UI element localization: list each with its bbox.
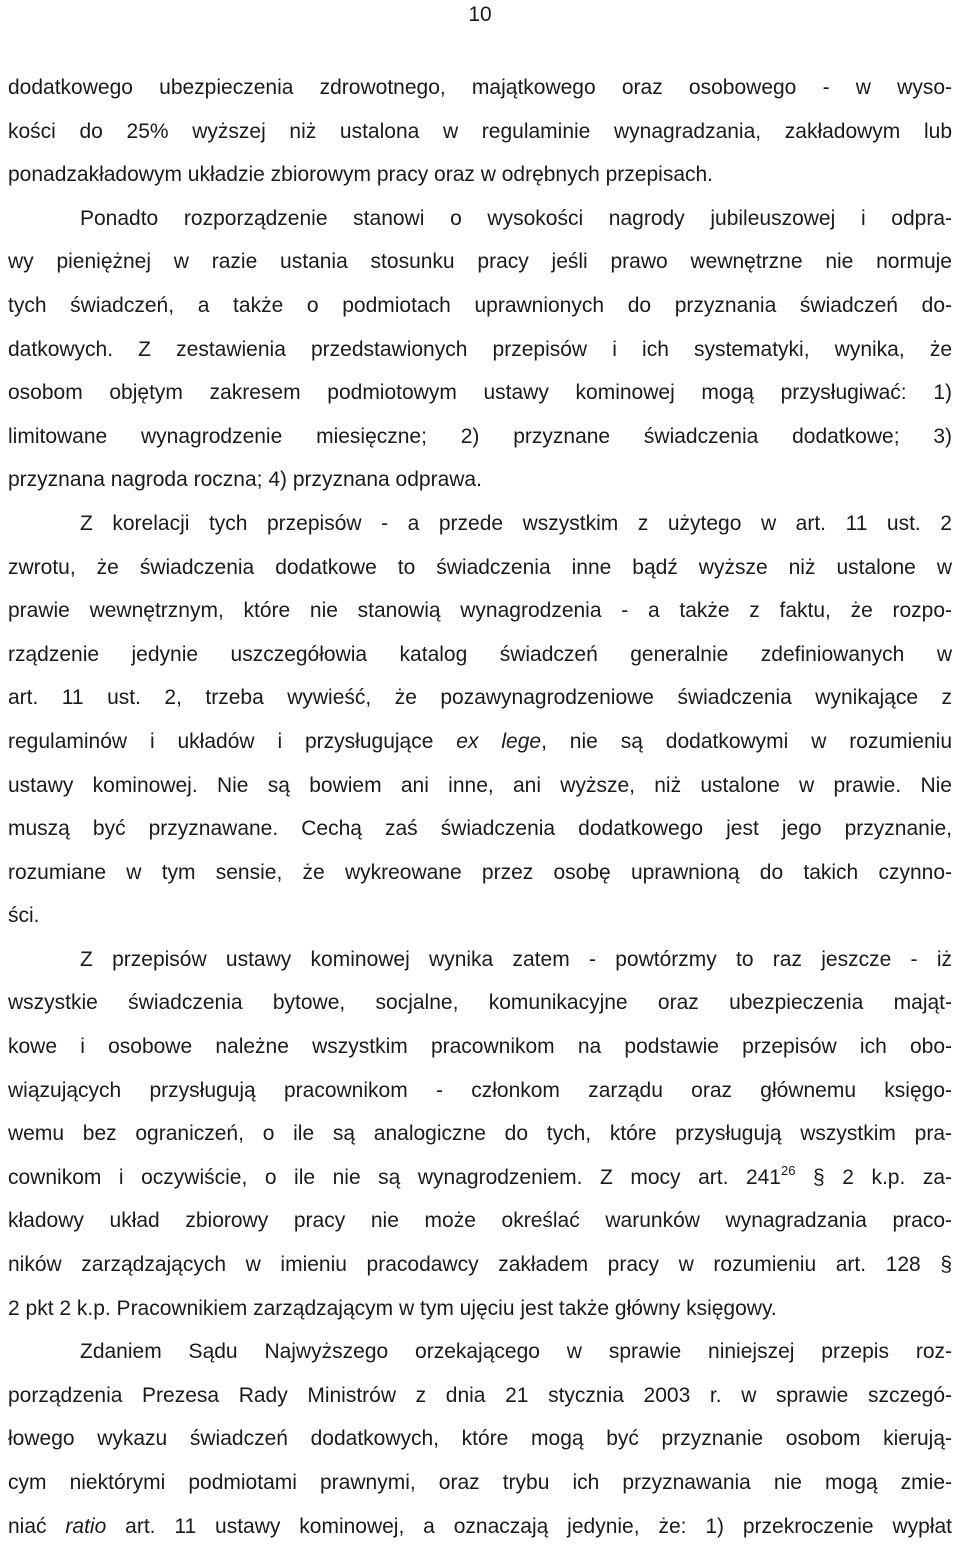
text-line [8, 328, 952, 372]
text-line [8, 240, 952, 284]
text-line-content: kowe i osobowe należne wszystkim pracownikom na podstawie przepisów ich obo- [8, 1035, 952, 1059]
text-line [8, 1330, 952, 1374]
text-line [8, 284, 952, 328]
text-line-content: osobom objętym zakresem podmiotowym ustawy kominowej mogą przysługiwać: 1) [8, 381, 952, 405]
text-line-content: Z korelacji tych przepisów - a przede wszystkim z użytego w art. 11 ust. 2 [80, 511, 952, 535]
text-line [8, 938, 952, 982]
text-line [8, 1461, 952, 1505]
text-line-content: ści. [8, 904, 40, 928]
text-line-content: 2 pkt 2 k.p. Pracownikiem zarządzającym w tym ujęciu jest także główny księgowy. [8, 1296, 777, 1320]
text-line [8, 1069, 952, 1113]
text-line-content: Zdaniem Sądu Najwyższego orzekającego w sprawie niniejszej przepis roz- [80, 1340, 952, 1364]
text-line [8, 1025, 952, 1069]
text-line [8, 807, 952, 851]
text-line [8, 720, 952, 764]
text-line-content: ponadzakładowym układzie zbiorowym pracy oraz w odrębnych przepisach. [8, 163, 714, 187]
footnote-superscript: 26 [781, 1162, 796, 1178]
text-line-content: art. 11 ust. 2, trzeba wywieść, że pozawynagrodzeniowe świadczenia wynikające z [8, 686, 952, 710]
text-line-content: prawie wewnętrznym, które nie stanowią wynagrodzenia - a także z faktu, że rozpo- [8, 599, 952, 623]
text-line [8, 66, 952, 110]
text-line [8, 981, 952, 1025]
text-line [8, 110, 952, 154]
text-line [8, 415, 952, 459]
text-line [8, 894, 952, 938]
text-line-content: rządzenie jedynie uszczegółowia katalog świadczeń generalnie zdefiniowanych w [8, 642, 952, 666]
text-line [8, 1505, 952, 1548]
text-line-content: rozumiane w tym sensie, że wykreowane przez osobę uprawnioną do takich czynno- [8, 860, 952, 884]
text-line-content: przyznana nagroda roczna; 4) przyznana odprawa. [8, 468, 482, 492]
text-line-content: wemu bez ograniczeń, o ile są analogiczne do tych, które przysługują wszystkim pra- [8, 1122, 952, 1146]
body-text [8, 66, 952, 1548]
text-line [8, 458, 952, 502]
text-line [8, 371, 952, 415]
text-line [8, 676, 952, 720]
text-line [8, 1156, 952, 1200]
text-line-content: dodatkowego ubezpieczenia zdrowotnego, majątkowego oraz osobowego - w wyso- [8, 76, 952, 99]
text-line-content: kości do 25% wyższej niż ustalona w regulaminie wynagradzania, zakładowym lub [8, 119, 952, 143]
text-line-content: limitowane wynagrodzenie miesięczne; 2) przyznane świadczenia dodatkowe; 3) [8, 424, 952, 448]
text-line-content: wiązujących przysługują pracownikom - członkom zarządu oraz głównemu księgo- [8, 1078, 952, 1102]
text-line-content: kładowy układ zbiorowy pracy nie może określać warunków wynagradzania praco- [8, 1209, 952, 1233]
text-line-content: datkowych. Z zestawienia przedstawionych przepisów i ich systematyki, wynika, że [8, 337, 952, 361]
text-line-content: niać ratio art. 11 ustawy kominowej, a oznaczają jedynie, że: 1) przekroczenie wypłat [8, 1514, 952, 1538]
text-line-content: wy pieniężnej w razie ustania stosunku pracy jeśli prawo wewnętrzne nie normuje [8, 250, 952, 274]
text-line [8, 1112, 952, 1156]
text-line-content: cym niektórymi podmiotami prawnymi, oraz trybu ich przyznawania nie mogą zmie- [8, 1471, 952, 1494]
text-line-content: wszystkie świadczenia bytowe, socjalne, komunikacyjne oraz ubezpieczenia mająt- [8, 991, 952, 1015]
text-line [8, 502, 952, 546]
text-line-content: ustawy kominowej. Nie są bowiem ani inne, ani wyższe, niż ustalone w prawie. Nie [8, 773, 952, 797]
text-line [8, 197, 952, 241]
text-line [8, 1243, 952, 1287]
text-line [8, 633, 952, 677]
text-line [8, 1374, 952, 1418]
text-line [8, 153, 952, 197]
text-line-content: ników zarządzających w imieniu pracodawcy zakładem pracy w rozumieniu art. 128 § [8, 1253, 952, 1277]
text-line [8, 851, 952, 895]
text-line-content: regulaminów i układów i przysługujące ex lege, nie są dodatkowymi w rozumieniu [8, 729, 952, 753]
text-line-content: Ponadto rozporządzenie stanowi o wysokości nagrody jubileuszowej i odpra- [80, 206, 952, 230]
text-line-content: cownikom i oczywiście, o ile nie są wynagrodzeniem. Z mocy art. 241 [8, 1165, 781, 1189]
text-line [8, 1287, 952, 1331]
text-line-content: porządzenia Prezesa Rady Ministrów z dnia 21 stycznia 2003 r. w sprawie szczegó- [8, 1383, 952, 1407]
text-line [8, 764, 952, 808]
page-number: 10 [468, 3, 492, 26]
text-line-content: muszą być przyznawane. Cechą zaś świadczenia dodatkowego jest jego przyznanie, [8, 817, 952, 841]
text-line-content: zwrotu, że świadczenia dodatkowe to świadczenia inne bądź wyższe niż ustalone w [8, 555, 952, 579]
text-line-content: tych świadczeń, a także o podmiotach uprawnionych do przyznania świadczeń do- [8, 293, 952, 317]
text-line [8, 589, 952, 633]
text-line [8, 1199, 952, 1243]
text-line [8, 1417, 952, 1461]
text-line-content: łowego wykazu świadczeń dodatkowych, które mogą być przyznanie osobom kierują- [8, 1427, 952, 1451]
text-line-content: Z przepisów ustawy kominowej wynika zatem - powtórzmy to raz jeszcze - iż [80, 947, 952, 971]
text-line [8, 546, 952, 590]
text-line-continuation: § 2 k.p. za- [795, 1165, 952, 1189]
